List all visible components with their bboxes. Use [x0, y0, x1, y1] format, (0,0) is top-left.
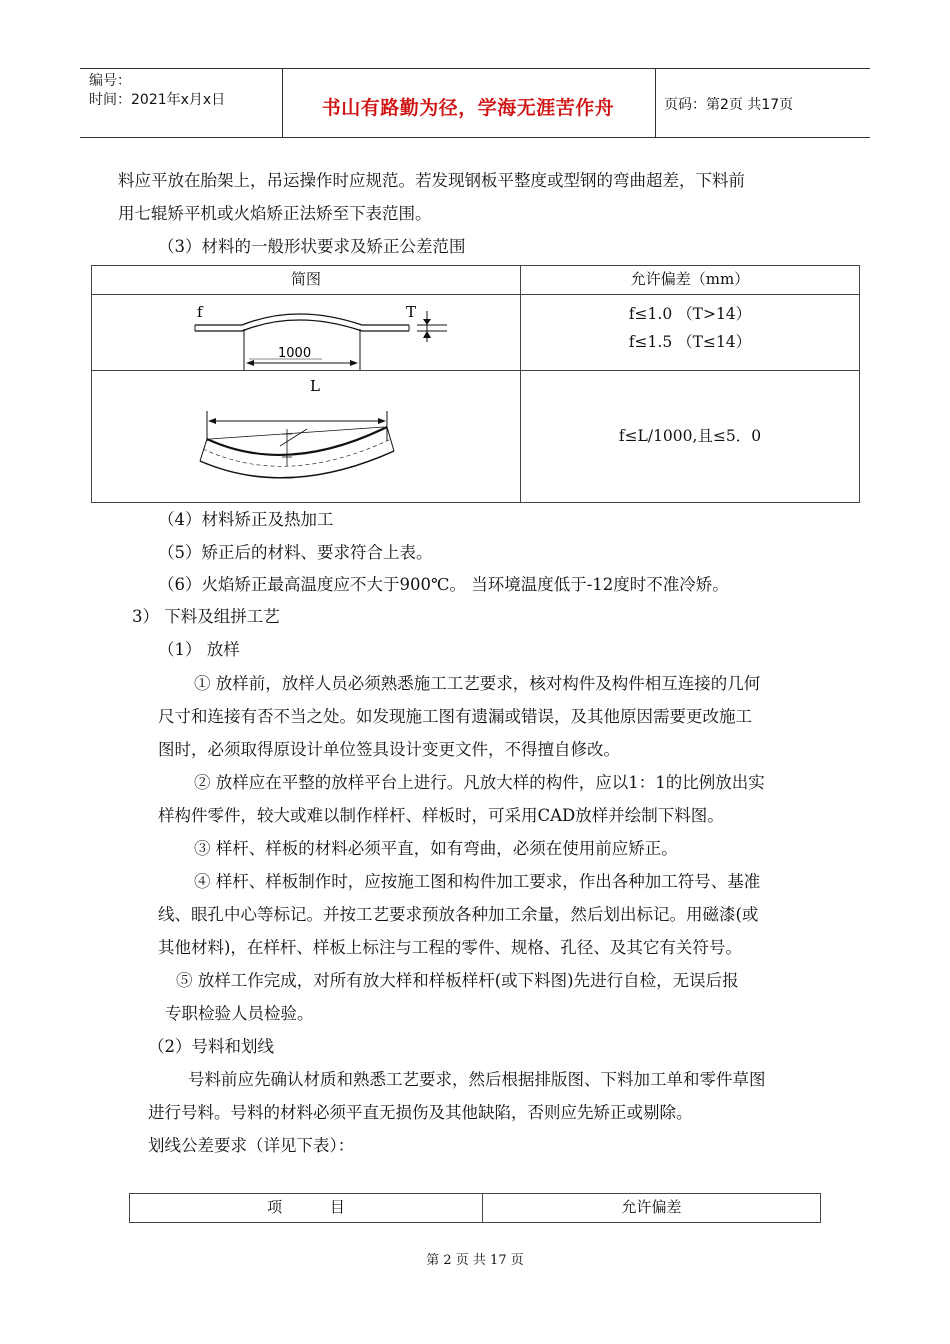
paragraph-line: 专职检验人员检验。	[165, 1004, 314, 1023]
paragraph-line: ② 放样应在平整的放样平台上进行。凡放大样的构件，应以1：1的比例放出实	[194, 773, 765, 792]
paragraph-line: 划线公差要求（详见下表）：	[148, 1136, 355, 1155]
tolerance-value: f≤L/1000,且≤5．0	[618, 427, 762, 445]
paragraph-line: 进行号料。号料的材料必须平直无损伤及其他缺陷，否则应先矫正或剔除。	[148, 1103, 693, 1122]
paragraph-line: 线、眼孔中心等标记。并按工艺要求预放各种加工余量，然后划出标记。用磁漆(或	[158, 905, 759, 924]
paragraph-line: ⑤ 放样工作完成，对所有放大样和样板样杆(或下料图)先进行自检，无误后报	[176, 971, 739, 990]
tolerance-cell	[521, 295, 860, 371]
header-meta	[89, 72, 225, 110]
label-L: L	[310, 377, 320, 395]
paragraph-line: 图时，必须取得原设计单位签具设计变更文件，不得擅自修改。	[158, 740, 620, 759]
tolerance-table	[91, 265, 860, 503]
paragraph-line: ③ 样杆、样板的材料必须平直，如有弯曲，必须在使用前应矫正。	[194, 839, 678, 858]
table-header-cell: 简图	[92, 266, 521, 295]
label-T: T	[406, 303, 417, 321]
page-footer: 第 2 页 共 17 页	[426, 1253, 524, 1268]
label-1000: 1000	[278, 346, 312, 361]
paragraph-line: 其他材料)，在样杆、样板上标注与工程的零件、规格、孔径、及其它有关符号。	[158, 938, 742, 957]
list-item: （5）矫正后的材料、要求符合上表。	[158, 543, 433, 562]
paragraph-line: 尺寸和连接有否不当之处。如发现施工图有遗漏或错误，及其他原因需要更改施工	[158, 707, 752, 726]
paragraph-line: 样构件零件，较大或难以制作样杆、样板时，可采用CAD放样并绘制下料图。	[158, 806, 724, 825]
tolerance-value: f≤1.5 （T≤14）	[628, 333, 752, 351]
table-header-cell: 允许偏差（mm）	[521, 266, 860, 295]
paragraph-line: ④ 样杆、样板制作时，应按施工图和构件加工要求，作出各种加工符号、基准	[194, 872, 761, 891]
date-label: 时间：2021年x月x日	[89, 92, 226, 108]
subsection-heading: （2）号料和划线	[148, 1037, 274, 1056]
paragraph-line: 号料前应先确认材质和熟悉工艺要求，然后根据排版图、下料加工单和零件草图	[188, 1070, 766, 1089]
paragraph-line: 料应平放在胎架上，吊运操作时应规范。若发现钢板平整度或型钢的弯曲超差，下料前	[118, 171, 745, 190]
plate-flatness-diagram	[92, 295, 520, 370]
diagram-cell-bar	[92, 371, 521, 503]
subsection-heading: （1） 放样	[158, 640, 240, 659]
paragraph-line: 用七辊矫平机或火焰矫正法矫至下表范围。	[118, 204, 432, 223]
marking-tolerance-table	[129, 1193, 821, 1223]
tolerance-value: f≤1.0 （T>14）	[628, 305, 752, 323]
page-header	[80, 68, 870, 138]
label-f: f	[197, 303, 203, 321]
section-title: （3）材料的一般形状要求及矫正公差范围	[158, 237, 466, 256]
bar-bending-diagram	[92, 371, 520, 502]
diagram-cell-plate	[92, 295, 521, 371]
header-divider	[655, 69, 656, 137]
paragraph-line: ① 放样前，放样人员必须熟悉施工工艺要求，核对构件及构件相互连接的几何	[194, 674, 761, 693]
header-page-info: 页码：第2页 共17页	[664, 97, 794, 113]
section-heading: 3） 下料及组拼工艺	[132, 607, 280, 626]
header-motto: 书山有路勤为径，学海无涯苦作舟	[321, 97, 615, 119]
list-item: （4）材料矫正及热加工	[158, 510, 334, 529]
table-header-cell: 允许偏差	[483, 1194, 821, 1223]
list-item: （6）火焰矫正最高温度应不大于900℃。 当环境温度低于-12度时不准冷矫。	[158, 575, 729, 594]
code-label: 编号：	[89, 73, 131, 89]
tolerance-cell	[521, 371, 860, 503]
table-header-cell: 项 目	[130, 1194, 483, 1223]
